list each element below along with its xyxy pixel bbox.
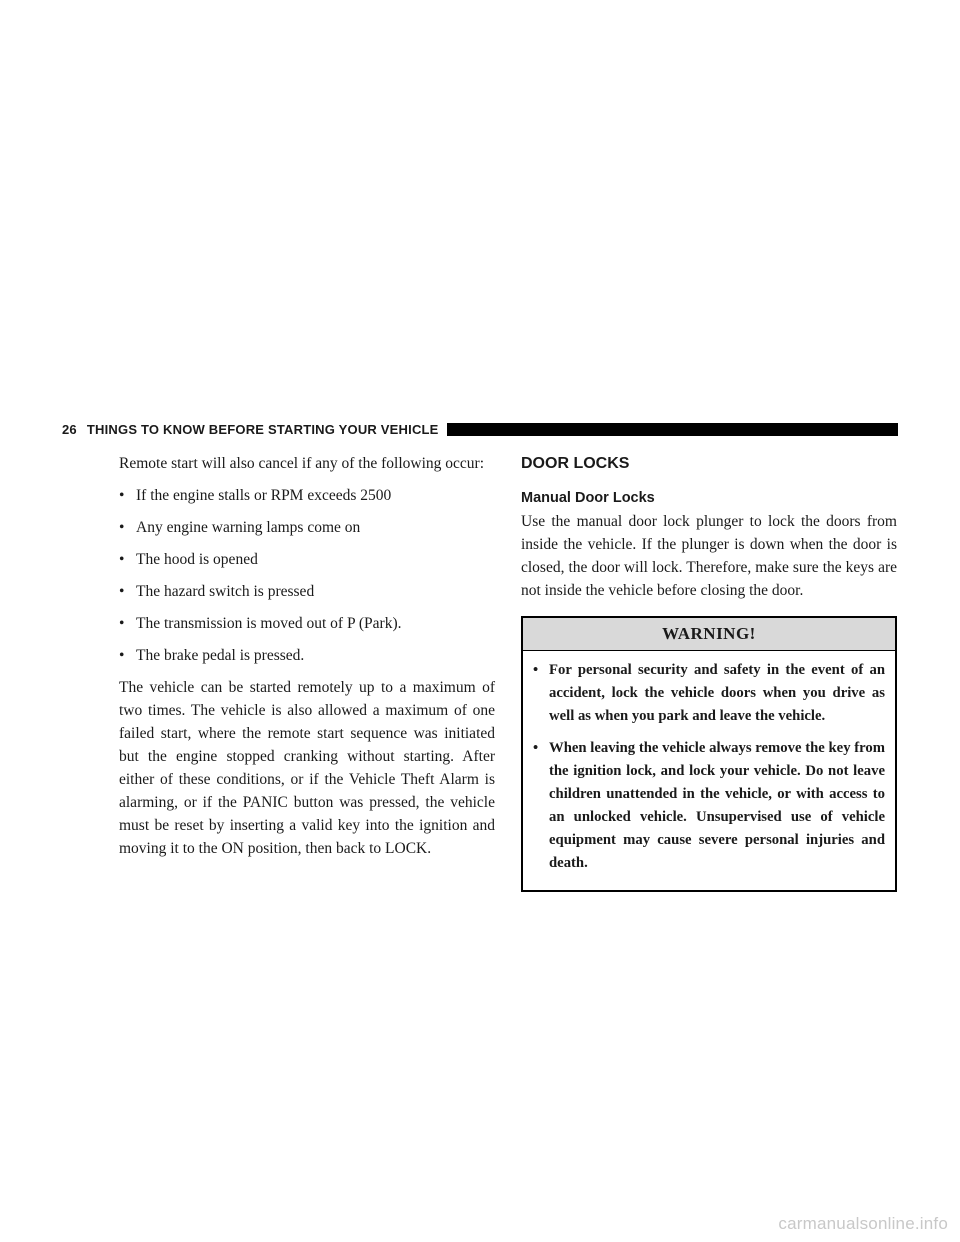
site-watermark: carmanualsonline.info [778,1214,948,1233]
page-number: 26 [62,421,77,437]
running-header-title: THINGS TO KNOW BEFORE STARTING YOUR VEHICLE [86,421,439,437]
list-item: • The hazard switch is pressed [119,580,495,603]
list-item: • For personal security and safety in the event of an accident, lock the vehicle doors when you drive as well as when you park and leave the vehicle. [533,659,885,728]
list-item: • Any engine warning lamps come on [119,516,495,539]
list-item: • The brake pedal is pressed. [119,644,495,667]
warning-body [523,651,895,890]
right-column [521,452,897,892]
warning-list [533,659,885,875]
list-item: • When leaving the vehicle always remove the key from the ignition lock, and lock your vehicle. Do not leave children unattended in the vehicle, or with access to an unlocked vehicle. Unsupervised use of vehicle equipment may cause severe personal injuries and death. [533,737,885,875]
door-locks-heading: DOOR LOCKS [521,455,630,472]
manual-door-locks-paragraph: Use the manual door lock plunger to lock the doors from inside the vehicle. If the plunger is down when the door is closed, the door will lock. Therefore, make sure the keys are not inside the vehicle before closing the door. [521,513,897,599]
list-item: • The hood is opened [119,548,495,571]
warning-box [521,616,897,892]
list-item: • The transmission is moved out of P (Park). [119,612,495,635]
manual-door-locks-heading: Manual Door Locks [521,490,655,506]
warning-title: WARNING! [523,618,895,651]
page-header [62,420,898,438]
remote-start-cancel-intro: Remote start will also cancel if any of the following occur: [119,455,484,472]
remote-start-limit-paragraph: The vehicle can be started remotely up to a maximum of two times. The vehicle is also allowed a maximum of one failed start, where the remote start sequence was initiated but the engine stopped cranking without starting. After either of these conditions, or if the Vehicle Theft Alarm is alarming, or if the PANIC button was pressed, the vehicle must be reset by inserting a valid key into the ignition and moving it to the ON position, then back to LOCK. [119,679,495,857]
list-item: • If the engine stalls or RPM exceeds 2500 [119,484,495,507]
left-column [119,452,495,860]
header-rule-bar [447,423,898,436]
cancel-conditions-list [119,484,495,667]
